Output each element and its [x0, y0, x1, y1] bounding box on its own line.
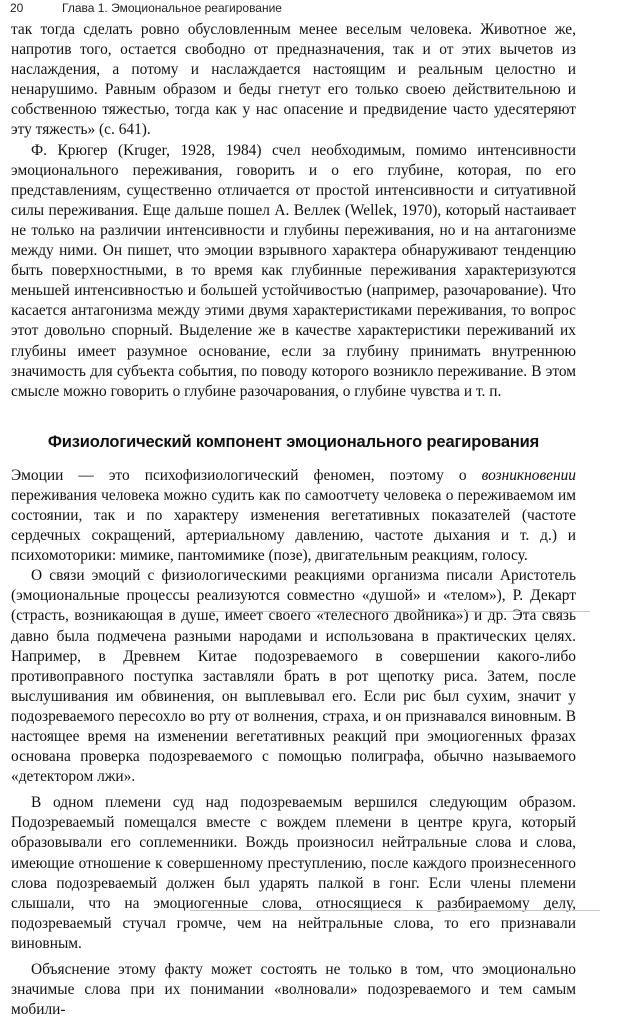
- paragraph-section-intro: [11, 466, 576, 566]
- intro-text-end: переживания человека можно судить как по самоотчету человека о переживаемом им состоянии, так и по характеру изменения вегетативных показателей (частоте сердечных сокращений, артериальному давлению, частоте дыхания и т. д.) и психомоторики: мимике, пантомимике (позе), двигательным реакциям, голосу.: [11, 486, 576, 565]
- scan-artifact-line: [190, 910, 600, 911]
- page-body: [11, 20, 576, 1020]
- paragraph-explanation: Объяснение этому факту может состоять не только в том, что эмоционально значимые слова при их понимании «волновали» подозреваемого и тем самым мобили-: [11, 961, 576, 1019]
- intro-text-start: Эмоции — это психофизиологический феномен, поэтому о: [11, 466, 482, 484]
- paragraph-aristotle: О связи эмоций с физиологическими реакциями организма писали Аристотель (эмоциональные процессы реализуются совместно «душой» и «телом»), Р. Декарт (страсть, возникающая в душе, имеет своего «телесного двойника») и др. Эта связь давно была подмечена разными народами и использована в практических целях. Например, в Древнем Китае подозреваемого в совершении какого-либо противоправного поступка заставляли брать в рот щепотку риса. Затем, после выслушивания им обвинения, он выплевывал его. Если рис был сухим, значит у подозреваемого пересохло во рту от волнения, страха, и он признавался виновным. В настоящее время на изменении вегетативных реакций при эмоциогенных фразах основана проверка подозреваемого с помощью полиграфа, обычно называемого «детектором лжи».: [11, 567, 576, 786]
- paragraph-tribe: В одном племени суд над подозреваемым вершился следующим образом. Подозреваемый помещался вместе с вождем племени в центре круга, который образовывали его соплеменники. Вождь произносил нейтральные слова и слова, имеющие отношение к совершенному преступлению, после каждого произнесенного слова подозреваемый должен был ударять палкой в гонг. Если члены племени слышали, что на эмоциогенные слова, относящиеся к разбираемому делу, подозреваемый стучал громче, чем на нейтральные слова, то его признавали виновным.: [11, 794, 576, 952]
- paragraph-continued: так тогда сделать ровно обусловленным менее веселым человека. Животное же, напротив того, остается свободно от предназначения, так и от этих вычетов из наслаждения, а потому и наслаждается настоящим и реальным целостно и ненарушимо. Равным образом и беды гнетут его только своею действительною и собственною тяжестью, тогда как у нас опасение и предвидение часто удесятеряют эту тяжесть» (с. 641).: [11, 21, 576, 139]
- scan-artifact-line: [210, 611, 590, 612]
- running-header: [10, 1, 570, 17]
- page-number: 20: [10, 1, 24, 15]
- section-heading: Физиологический компонент эмоционального реагирования: [47, 432, 540, 451]
- paragraph-kruger: Ф. Крюгер (Kruger, 1928, 1984) счел необходимым, помимо интенсивности эмоционального переживания, говорить и о его глубине, которая, по его представлениям, существенно отличается от простой интенсивности и ситуативной силы переживания. Еще дальше пошел А. Веллек (Wellek, 1970), который настаивает не только на различии интенсивности и глубины переживания, но и на антагонизме между ними. Он пишет, что эмоции взрывного характера обнаруживают тенденцию быть поверхностными, в то время как глубинные переживания характеризуются меньшей интенсивностью и большей устойчивостью (например, разочарование). Что касается антагонизма между этими двумя характеристиками переживания, то вопрос этот довольно спорный. Выделение же в качестве характеристики переживаний их глубины имеет разумное основание, если за глубину принимать внутреннюю значимость для субъекта события, по поводу которого возникло переживание. В этом смысле можно говорить о глубине разочарования, о глубине чувства и т. п.: [11, 141, 576, 400]
- chapter-title: Глава 1. Эмоциональное реагирование: [62, 1, 282, 15]
- intro-emphasis: возникновении: [481, 466, 576, 484]
